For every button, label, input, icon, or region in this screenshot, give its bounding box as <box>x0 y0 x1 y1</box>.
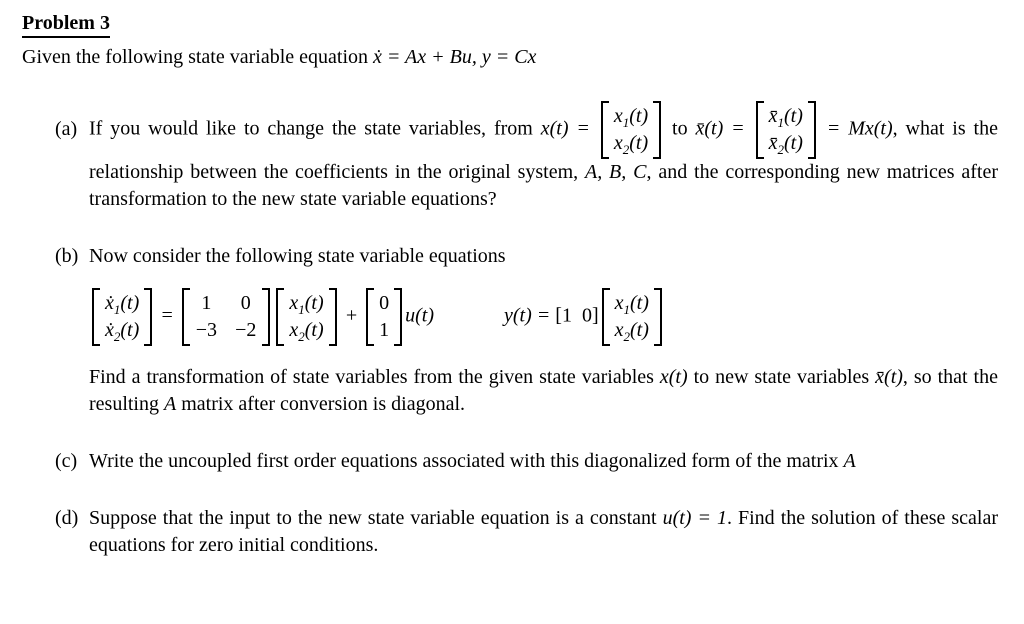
matrix-cell: 1 <box>201 292 212 314</box>
math-run: u(t) = 1 <box>662 507 727 529</box>
text-run: , so that the resulting <box>89 366 998 415</box>
equation-display <box>89 288 998 346</box>
paragraph <box>89 364 998 418</box>
math-run: x̄(t) = <box>695 117 753 140</box>
matrix-cell: $x_1(t)$ <box>289 292 324 317</box>
math-run: A <box>164 393 177 415</box>
matrix <box>92 288 152 346</box>
part-content <box>89 101 998 213</box>
text-run: matrix after conversion is diagonal. <box>176 393 466 415</box>
matrix-bracket-right <box>262 288 270 346</box>
part-label: (d) <box>55 507 79 529</box>
matrix-cell: $x_2(t)$ <box>289 319 324 344</box>
matrix <box>182 288 271 346</box>
matrix-bracket-right <box>144 288 152 346</box>
matrix-bracket-right <box>654 288 662 346</box>
matrix <box>601 101 661 159</box>
matrix-bracket-left <box>602 288 610 346</box>
parts-container <box>22 101 998 559</box>
bracket-left: [ <box>555 304 562 327</box>
matrix-cell: $x_2(t)$ <box>613 132 649 157</box>
matrix-cell: 1 <box>561 304 572 327</box>
part-content <box>89 505 998 559</box>
math-run: x(t) = <box>540 117 598 140</box>
matrix-bracket-right <box>653 101 661 159</box>
matrix-cell: $x̄_2(t)$ <box>768 132 803 157</box>
matrix-bracket-left <box>601 101 609 159</box>
matrix-cell: $x̄_1(t)$ <box>768 105 803 130</box>
matrix-cell: $x_1(t)$ <box>613 105 649 130</box>
problem-part-b <box>22 243 998 418</box>
text-run: , and the corresponding new matrices after transformation to the new state variable equations? <box>89 161 998 210</box>
matrix-cell: 0 <box>379 292 390 314</box>
matrix-cell: $ẋ_2(t)$ <box>105 319 140 344</box>
math-run: A <box>843 450 856 472</box>
bracket-right: ] <box>591 304 599 327</box>
text-run: Find a transformation of state variables from the given state variables <box>89 366 660 388</box>
math-run: = Mx(t) <box>818 117 893 140</box>
matrix-body <box>609 101 653 159</box>
matrix-body <box>610 288 654 346</box>
matrix-body <box>100 288 144 346</box>
part-content <box>89 448 998 475</box>
matrix-cell: $x_1(t)$ <box>614 292 649 317</box>
matrix-bracket-left <box>182 288 190 346</box>
intro-line <box>22 44 998 71</box>
matrix-body <box>284 288 328 346</box>
math-run: x̄(t) <box>875 366 903 388</box>
matrix-bracket-left <box>276 288 284 346</box>
part-label: (a) <box>55 117 78 140</box>
text-run: to <box>664 117 696 140</box>
math-run: ẋ = Ax + Bu, y = Cx <box>373 46 537 68</box>
text-run: Given the following state variable equation <box>22 46 374 68</box>
math-run: = <box>155 304 179 327</box>
row-gap <box>572 305 582 327</box>
matrix-cell: −2 <box>235 319 257 341</box>
math-run: A, B, C <box>584 161 647 183</box>
problem-part-d <box>22 505 998 559</box>
part-content <box>89 243 998 418</box>
matrix <box>756 101 816 159</box>
math-run: u(t) <box>405 304 435 327</box>
problem-part-c <box>22 448 998 475</box>
math-run: + <box>339 304 364 327</box>
paragraph <box>89 505 998 559</box>
text-run: If you would like to change the state variables, from <box>89 117 541 140</box>
matrix-bracket-right <box>394 288 402 346</box>
matrix-body <box>190 288 263 346</box>
row-vector <box>555 305 598 327</box>
matrix-cell: $x_2(t)$ <box>614 319 649 344</box>
part-label: (b) <box>55 245 79 267</box>
matrix-body <box>764 101 808 159</box>
text-run: Write the uncoupled first order equations associated with this diagonalized form of the matrix <box>89 450 844 472</box>
paragraph <box>89 243 998 270</box>
paragraph <box>89 448 998 475</box>
problem-title: Problem 3 <box>22 11 110 38</box>
matrix <box>276 288 336 346</box>
matrix-cell: 1 <box>379 319 390 341</box>
matrix <box>366 288 402 346</box>
math-run: x(t) <box>659 366 688 388</box>
matrix-body <box>374 288 394 346</box>
paragraph <box>89 101 998 213</box>
problem-part-a <box>22 101 998 213</box>
matrix-cell: $ẋ_1(t)$ <box>105 292 140 317</box>
text-run: Suppose that the input to the new state variable equation is a constant <box>89 507 663 529</box>
math-run: y(t) = <box>504 304 556 327</box>
matrix-bracket-right <box>329 288 337 346</box>
matrix-cell: 0 <box>240 292 251 314</box>
text-run: to new state variables <box>687 366 876 388</box>
part-label: (c) <box>55 450 78 472</box>
text-run: . Find the solution of these scalar equations for zero initial conditions. <box>89 507 999 556</box>
matrix-cell: 0 <box>581 304 592 327</box>
matrix-bracket-left <box>366 288 374 346</box>
matrix-bracket-left <box>756 101 764 159</box>
text-run: , what is the relationship between the coefficients in the original system, <box>89 117 998 183</box>
text-run: Now consider the following state variable equations <box>89 245 506 267</box>
matrix <box>602 288 662 346</box>
matrix-bracket-right <box>808 101 816 159</box>
matrix-cell: −3 <box>195 319 218 341</box>
matrix-bracket-left <box>92 288 100 346</box>
